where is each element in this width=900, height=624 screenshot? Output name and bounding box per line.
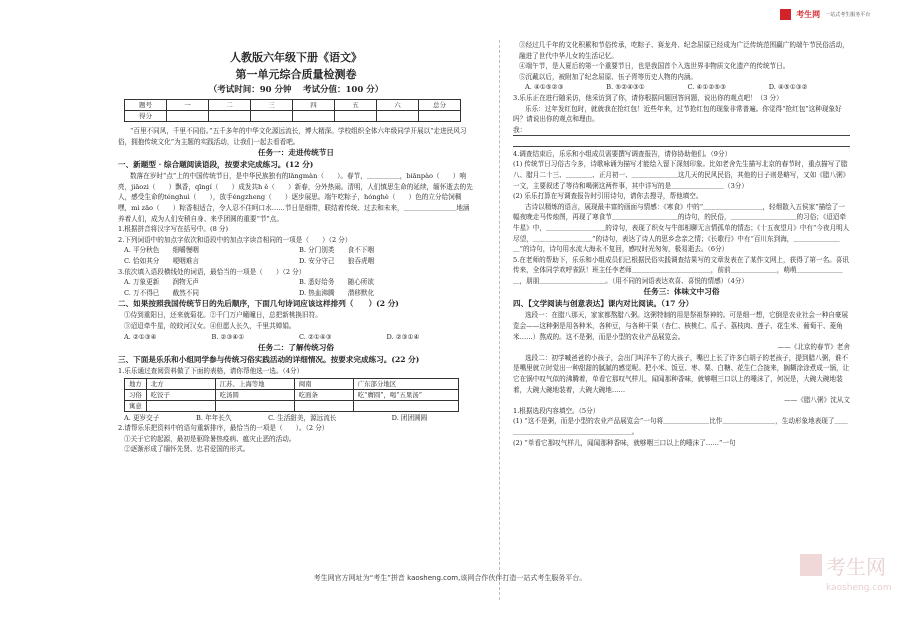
q2-option[interactable]: D. 安分守己 狼吞虎咽: [299, 256, 375, 265]
question-3-2: 2.请帮乐乐把资料中的语句重新排序，最恰当的一项是（ ）。（2 分）: [118, 424, 329, 433]
q2-option[interactable]: A. 平分秋色 细嚼慢咽: [124, 246, 199, 255]
right-column: [513, 40, 850, 448]
score-cell: 总分: [419, 100, 461, 111]
page-footer: 考生网官方网址为“考生”拼音 kaosheng.com,该网合作伙伴打造一站式考生服务平台。: [313, 574, 587, 582]
q31-options: [118, 413, 474, 424]
watermark-block: [800, 554, 822, 576]
passage-2-source: ——《腊八粥》沈从文: [784, 396, 850, 405]
question-3-4-2: (2) 乐乐打算在写调查报告时引用诗句，请你去搜寻，帮他填空。: [513, 192, 703, 201]
q2-option[interactable]: B. 分门别类 食不下咽: [299, 246, 374, 255]
score-input-cell[interactable]: [293, 111, 335, 122]
customs-cell: 吃“膺圆”，喝“五果汤”: [353, 389, 458, 400]
s2-options: [118, 332, 474, 343]
score-input-cell[interactable]: [251, 111, 293, 122]
customs-row: [125, 389, 459, 400]
q32-sentence: ②逐渐形成了缅怀先贤、忠君爱国的形式。: [124, 445, 250, 454]
question-3-5: 5.在老师的帮助下，乐乐和小组成员们已根据民俗实践调查结果写的文章发表在了某作文网上，获得了第一名。喜讯传来，全体同学欢呼雀跃！班主任李老师＿＿＿＿＿＿＿＿＿＿＿＿，前前＿＿＿＿＿＿＿，萌萌＿＿＿＿＿＿＿＿，朋朋＿＿＿＿＿＿＿＿＿＿。（用不同的词语表达欢喜、喜悦的情感）（4分）: [513, 255, 849, 285]
score-cell: 得分: [125, 111, 167, 122]
q32-sentence: ①关于它的起源，最初是驱除暑热疫病、瘟灾止恶的活动。: [124, 434, 296, 443]
q32-option[interactable]: A. ④①⑤②③: [525, 83, 564, 92]
score-cell: 题号: [125, 100, 167, 111]
q32-options: [513, 82, 850, 93]
question-3-4-1: (1) 传统节日习俗古今多，诗歌咏诵为描写才能绘入留下深刻印象。比如老舍先生描写北京的春节时，重点描写了腊八、腊月二十三、＿＿＿＿、正月初一、＿＿＿＿＿＿＿这几天的民风民俗，其他的日子则是略写，又如《腊八粥》一文，主要叙述了等待和喝粥这两件事，其中详写的是＿＿＿＿＿＿＿＿（3分）: [513, 160, 850, 190]
customs-answer-cell[interactable]: [294, 400, 353, 411]
passage-1-source: ——《北京的春节》老舍: [777, 343, 850, 352]
q32-sentence: ④端午节，是人夏后的第一个重要节日，也是我国首个入选世界非物质文化遗产的传统节日。: [519, 62, 790, 71]
answer-line[interactable]: [513, 136, 850, 147]
left-column: [118, 40, 474, 455]
q31-option[interactable]: B. 年年长久: [196, 413, 232, 422]
reading-passage-1: 选段一：在腊八那天，家家都熬腊八粥。这粥特制的用是祭祖祭神的。可是细一想，它倒是农业社会一种自豪展览会——这种粥是用各种米，各种豆，与各种干果（杏仁、核桃仁、瓜子、荔枝肉、莲子、花生米、葡萄干、菱角米……）熬成的。这不是粥，而是小型的农业产品展览会。: [513, 311, 849, 341]
q2-options: [118, 245, 474, 266]
answer-label: 我：: [513, 125, 527, 134]
s2-option[interactable]: B. ②③④①: [211, 332, 245, 341]
customs-row: [125, 378, 459, 389]
customs-answer-cell[interactable]: [353, 400, 458, 411]
poem-line: ③迢迢牵牛星，皎皎河汉女。④但愿人长久，千里共婵娟。: [124, 321, 296, 330]
customs-answer-cell[interactable]: [215, 400, 294, 411]
q31-option[interactable]: A. 更岁交子: [124, 413, 160, 422]
q31-option[interactable]: C. 生活甜美，源远流长: [268, 413, 337, 422]
intro-paragraph: “百里不同风，千里不同俗。”五千多年的中华文化源远流长，博大精深。学校组织全体六年级同学开展以“走进民风习俗，拥抱传统文化”为主题的实践活动，让我们一起去看看吧。: [118, 127, 467, 146]
customs-cell: 寓意: [125, 400, 147, 411]
kaosheng-logo[interactable]: [780, 4, 870, 23]
customs-answer-cell[interactable]: [146, 400, 215, 411]
q3-option[interactable]: B. 悉好给务 随心所欲: [299, 278, 374, 287]
question-4-1-2: (2) “单看它那叹气样儿，闻闻那种香味，就够咽三口以上的唾沫了……”一句: [513, 438, 736, 447]
exam-subtitle: 第一单元综合质量检测卷: [235, 68, 357, 81]
q32-option[interactable]: C. ④①②⑤③: [687, 83, 727, 92]
score-cell: 一: [167, 100, 209, 111]
score-cell: 三: [251, 100, 293, 111]
question-1-3: 3.依次填入语段横线处的词语，最恰当的一项是（ ）（2 分）: [118, 267, 306, 276]
customs-cell: 习俗: [125, 389, 147, 400]
logo-tagline: 一站式考生服务平台: [825, 12, 871, 18]
score-input-cell[interactable]: [167, 111, 209, 122]
question-4-1: 1.根据选段内容填空。（5分）: [513, 406, 600, 415]
customs-cell: 北方: [146, 378, 215, 389]
task-three-heading: 任务三：体味文中习俗: [643, 287, 720, 297]
exam-title: 人教版六年级下册《语文》: [230, 51, 362, 64]
question-4-1-1: (1) “这不是粥，而是小型的农业产品展览会”一句将＿＿＿＿＿＿＿比作＿＿＿＿＿＿＿＿，生动形象地表现了＿＿＿＿＿＿＿＿＿＿＿＿＿＿＿＿＿＿＿＿。: [513, 417, 848, 436]
q32-sentence: ⑤沉戴以后，被附加了纪念屈原、伍子胥等历史人物的内涵。: [519, 72, 698, 81]
section-two-heading: 二、如果按照我国传统节日的先后顺序，下面几句诗词应该这样排列（ ）(2 分): [118, 299, 399, 309]
answer-line[interactable]: [513, 125, 850, 136]
poem-line: ①侍到重阳日，还来就菊花。②千门万户曈曈日，总把新桃换旧符。: [124, 311, 322, 320]
question-3-3: 3.乐乐正在进行随采访，他采访到了你，请你根据问题回答问题，说出你的观点吧！（3 分）: [513, 93, 783, 102]
logo-name: 考生网: [796, 10, 821, 19]
question-3-4: 4.调查结束后，乐乐和小组成员需要撰写调查报告，请你协助他们。（9分）: [513, 149, 732, 158]
customs-cell: 闽南: [294, 378, 353, 389]
section-four-heading: 四、【文学阅读与创意表达】课内对比阅读。（17 分）: [513, 299, 694, 309]
score-table-score-row: [125, 111, 461, 122]
column-divider: [499, 40, 500, 600]
customs-cell: 吃汤圆: [215, 389, 294, 400]
q32-option[interactable]: B. ⑤②④③①: [606, 83, 645, 92]
exam-page: [118, 40, 850, 608]
section-one-passage: 数落在岁时“点”上的中国传统节日，是中华民族独有的lǎngmàn（ ）。春节，＿＿＿＿＿，biānpào（ ）响亮，jiāozi（ ）飘香，qīngí（ ）成发共h ě（ ）新春，分外热闹。清明，人们慎思生命的延续，缅怀逝去的先人，感受生命的ténghuì（ ），放手éngzheng（ ）逐步展思。端午吃粽子，hónghè（ ）色的立分给饲稠嘿，mì zāo（ ）粽香相适合，令人忍不住呵口水……节日是细带，联结着传统、过去和未来，＿＿＿＿＿＿＿＿地涵养着人们，成为人们安稍自身、来乎团圆的重要“节”点。: [118, 172, 473, 223]
score-table-header-row: [125, 100, 461, 111]
s2-option[interactable]: A. ②①③④: [124, 332, 157, 341]
q2-option[interactable]: C. 恰如其分 哽咽难言: [124, 256, 199, 265]
q32-sentence: ③经过几千年的文化积累和节俗传承，吃粽子、赛龙舟、纪念屈原已经成为广泛传统范围赢广的端午节民俗活动，融进了世代中华儿女的生活记忆。: [519, 41, 849, 60]
customs-cell: 江苏、上海等地: [215, 378, 294, 389]
score-table: [124, 99, 461, 122]
task-two-heading: 任务二：了解传统习俗: [258, 343, 334, 353]
score-input-cell[interactable]: [335, 111, 377, 122]
kaosheng-watermark: [800, 548, 900, 624]
q3-options: [118, 277, 474, 298]
customs-row: [125, 400, 459, 411]
reading-passage-2: 选段二：初学喊爸爸的小孩子，会出门叫洋车了的大孩子，嘴巴上长了许多白胡子的老孩子，提到腊八粥，谁不是嘴里就立时觉出一种甜甜的腻腻的感觉呢。把小米、饭豆、枣、栗、白糖、花生仁合拢来，搁糊涂涂煮成一锅，让它在锅中叹气似的沸腾着，单看它那叹气样儿，闻闻那种香味，就够咽三口以上的唾沫了，何况是，大碗大碗地装着，大碗大碗地装着，大碗大碗地……: [513, 353, 850, 394]
customs-cell: 吃面条: [294, 389, 353, 400]
q3-option[interactable]: D. 热血沸腾 潜移默化: [299, 288, 375, 297]
q32-option[interactable]: D. ④⑤①③②: [768, 83, 808, 92]
customs-cell: 吃饺子: [146, 389, 215, 400]
question-1-2: 2.下列词语中的加点字依次和语段中的加点字读音相同的一项是（ ）（2 分）: [118, 235, 352, 244]
score-cell: 四: [293, 100, 335, 111]
q31-option[interactable]: D. 团团圆圆: [391, 413, 428, 422]
s2-option[interactable]: C. ②①④③: [299, 332, 332, 341]
score-cell: 二: [209, 100, 251, 111]
task-one-heading: 任务一：走进传统节日: [258, 148, 334, 158]
s2-option[interactable]: D. ②③①④: [386, 332, 420, 341]
section-one-heading: 一、新题型 · 综合题阅读语段，按要求完成练习。(12 分): [118, 160, 314, 170]
question-1-1: 1.根据拼音将汉字写在括号中。(8 分): [118, 225, 229, 234]
poem-fill-passage: 古诗以精炼的语言，展现最丰富的画面与情感：《寒食》中的“＿＿＿＿＿＿＿＿＿，轻烟散入五侯家”描绘了一幅夜晚走马传烛图，再现了寒食节＿＿＿＿＿＿＿＿＿＿的诗句，的民俗，＿＿＿＿＿＿＿＿＿＿的习俗；《迢迢牵牛星》中，＿＿＿＿＿＿＿＿＿的诗句，表现了织女与牛郎相聊无言情孤单的情态；《十五夜望月》中有“今夜月明人尽望，＿＿＿＿＿＿＿＿＿”的诗句，表达了诗人的思乡念亲之情；《长歌行》中有“百川东到海，＿＿＿＿＿＿＿＿”的诗句，诗句用水流大海永不复回，感叹时光匆匆，极易逝去。（6分）: [513, 202, 850, 254]
logo-mark-icon: [780, 9, 791, 20]
section-three-heading: 三、下面是乐乐和小组同学参与传统习俗实践活动的详细情况。按要求完成练习。(22 分): [118, 355, 420, 365]
customs-table: [124, 378, 459, 412]
q3-option[interactable]: A. 万象更新 润物无声: [124, 278, 199, 287]
exam-time-score: （考试时间：90 分钟 考试分值：100 分）: [208, 85, 384, 95]
question-3-1: 1.乐乐通过查阅资料做了下面的表格，请你帮他选一选。（4分）: [118, 367, 304, 376]
score-input-cell[interactable]: [419, 111, 461, 122]
q3-option[interactable]: C. 万不得已 截然不同: [124, 288, 199, 297]
score-cell: 五: [335, 100, 377, 111]
watermark-domain: kaosheng.com: [826, 583, 892, 593]
watermark-text: 考生网: [826, 555, 886, 579]
interview-dialog: 乐乐：过年发红包时，就就我在抢红包！近些年来，过节抢红包的现象非常普遍。你觉得“抢红包”这种现象好吗？请说出你的观点和理由。: [513, 104, 842, 124]
score-input-cell[interactable]: [209, 111, 251, 122]
customs-cell: 地方: [125, 378, 147, 389]
score-cell: 六: [377, 100, 419, 111]
customs-cell: 广东部分地区: [353, 378, 458, 389]
score-input-cell[interactable]: [377, 111, 419, 122]
